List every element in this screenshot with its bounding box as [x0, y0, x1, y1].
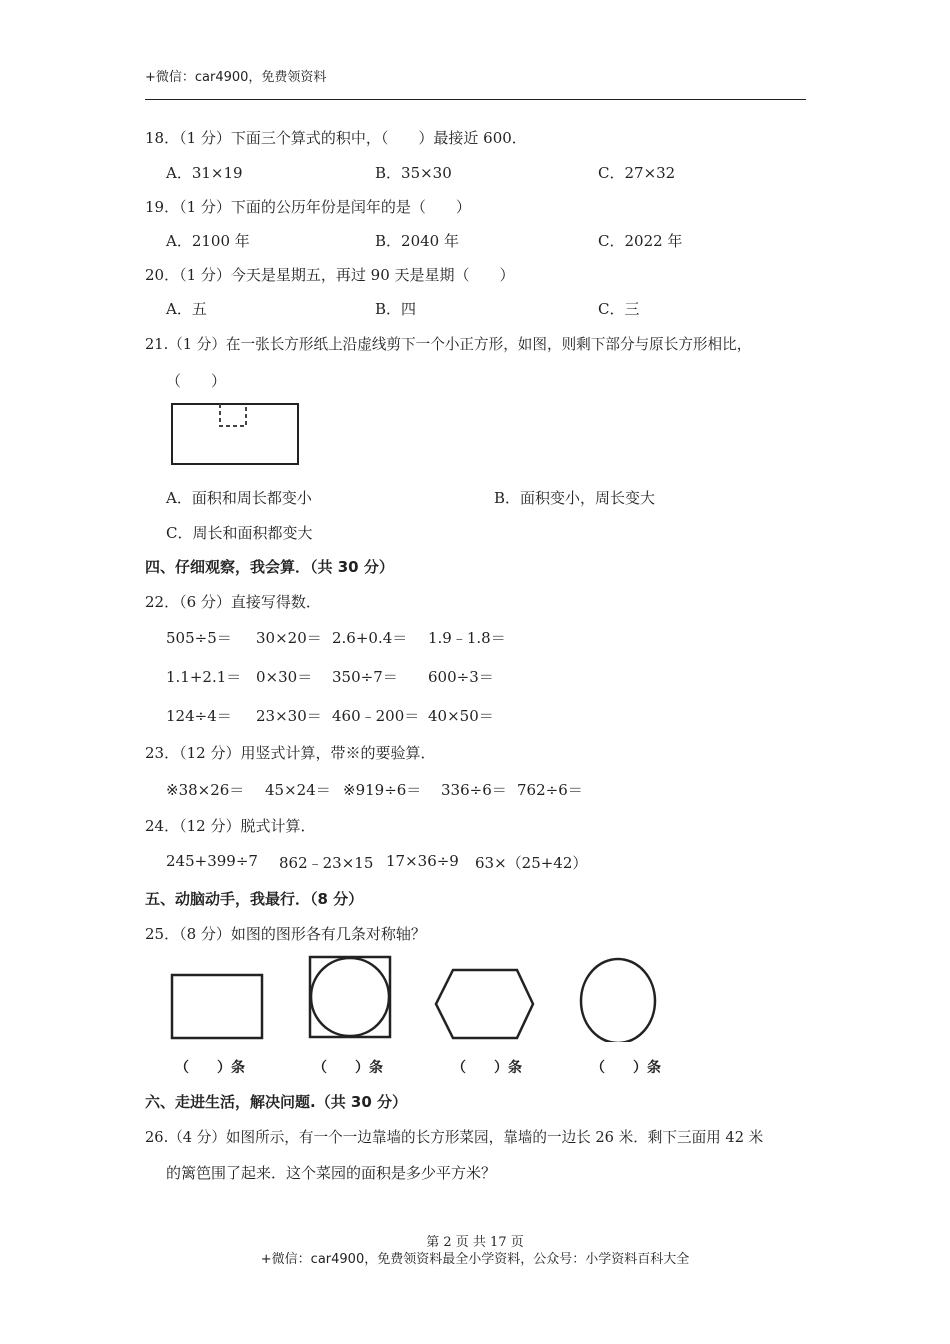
- q22-r2-c4: 600÷3＝: [428, 668, 494, 686]
- q22-stem: 22．（6 分）直接写得数．: [145, 593, 321, 611]
- q26-line-1: 26.（4 分）如图所示，有一个一边靠墙的长方形菜园，靠墙的一边长 26 米．剩下三面用 42 米: [145, 1129, 764, 1146]
- q25-inscribed-circle-shape: [311, 958, 389, 1036]
- q23-item-2: 45×24＝: [265, 781, 331, 799]
- q24-item-4: 63×（25+42）: [475, 854, 588, 872]
- q22-r3-c4: 40×50＝: [428, 707, 494, 725]
- q21-option-b: B．面积变小，周长变大: [494, 489, 656, 507]
- q23-item-3: ※919÷6＝: [343, 781, 422, 799]
- q19-stem: 19．（1 分）下面的公历年份是闰年的是（ ）: [145, 198, 471, 216]
- header-rule: [145, 99, 806, 100]
- q18-option-c: C．27×32: [598, 164, 676, 182]
- q22-r1-c3: 2.6+0.4＝: [332, 629, 408, 647]
- q25-rectangle-shape: [172, 975, 262, 1038]
- q24-item-3: 17×36÷9: [386, 852, 459, 870]
- q19-option-a: A．2100 年: [166, 232, 250, 250]
- q21-option-c: C．周长和面积都变大: [166, 524, 313, 542]
- q25-hexagon-shape: [436, 970, 533, 1038]
- q22-r3-c3: 460﹣200＝: [332, 707, 420, 725]
- header-text: +微信：car4900，免费领资料: [145, 70, 327, 85]
- q22-r3-c2: 23×30＝: [256, 707, 322, 725]
- q18-option-b: B．35×30: [375, 164, 452, 182]
- q25-answer-4: （ ）条: [591, 1060, 661, 1076]
- q22-r3-c1: 124÷4＝: [166, 707, 232, 725]
- q20-stem: 20．（1 分）今天是星期五，再过 90 天是星期（ ）: [145, 266, 515, 284]
- q23-item-5: 762÷6＝: [517, 781, 583, 799]
- section-6-title: 六、走进生活，解决问题.（共 30 分）: [145, 1093, 408, 1111]
- q22-r2-c2: 0×30＝: [256, 668, 313, 686]
- q23-item-1: ※38×26＝: [166, 781, 245, 799]
- q19-option-c: C．2022 年: [598, 232, 683, 250]
- q20-option-c: C．三: [598, 300, 640, 318]
- q24-item-2: 862﹣23×15: [279, 854, 374, 872]
- q22-r2-c1: 1.1+2.1＝: [166, 668, 242, 686]
- section-5-title: 五、动脑动手，我最行．（8 分）: [145, 890, 364, 908]
- q25-answer-2: （ ）条: [313, 1060, 383, 1076]
- q21-stem: 21.（1 分）在一张长方形纸上沿虚线剪下一个小正方形，如图，则剩下部分与原长方形相比，: [145, 336, 752, 353]
- section-4-title: 四、仔细观察，我会算．（共 30 分）: [145, 558, 394, 576]
- footer-promo: +微信：car4900，免费领资料最全小学资料，公众号：小学资料百科大全: [260, 1252, 690, 1267]
- q23-stem: 23．（12 分）用竖式计算，带※的要验算．: [145, 744, 436, 762]
- q25-answer-1: （ ）条: [175, 1060, 245, 1076]
- q22-r1-c2: 30×20＝: [256, 629, 322, 647]
- q18-stem: 18．（1 分）下面三个算式的积中，（ ）最接近 600．: [145, 129, 527, 147]
- footer-page-number: 第 2 页 共 17 页: [426, 1235, 524, 1250]
- q21-rectangle-figure: [170, 402, 302, 468]
- q22-r1-c1: 505÷5＝: [166, 629, 232, 647]
- q24-item-1: 245+399÷7: [166, 852, 258, 870]
- q20-option-b: B．四: [375, 300, 417, 318]
- q22-r1-c4: 1.9﹣1.8＝: [428, 629, 506, 647]
- q25-circle-shape: [581, 959, 655, 1042]
- q20-option-a: A．五: [166, 300, 207, 318]
- q18-option-a: A．31×19: [166, 164, 243, 182]
- q21-option-a: A．面积和周长都变小: [166, 489, 312, 507]
- q22-r2-c3: 350÷7＝: [332, 668, 398, 686]
- q25-shapes-figure: [165, 952, 675, 1042]
- q25-answer-3: （ ）条: [452, 1060, 522, 1076]
- q26-line-2: 的篱笆围了起来．这个菜园的面积是多少平方米？: [166, 1164, 497, 1182]
- q19-option-b: B．2040 年: [375, 232, 459, 250]
- q23-item-4: 336÷6＝: [441, 781, 507, 799]
- q25-stem: 25．（8 分）如图的图形各有几条对称轴？: [145, 925, 426, 943]
- q24-stem: 24．（12 分）脱式计算．: [145, 817, 316, 835]
- q21-paren: （ ）: [166, 372, 227, 390]
